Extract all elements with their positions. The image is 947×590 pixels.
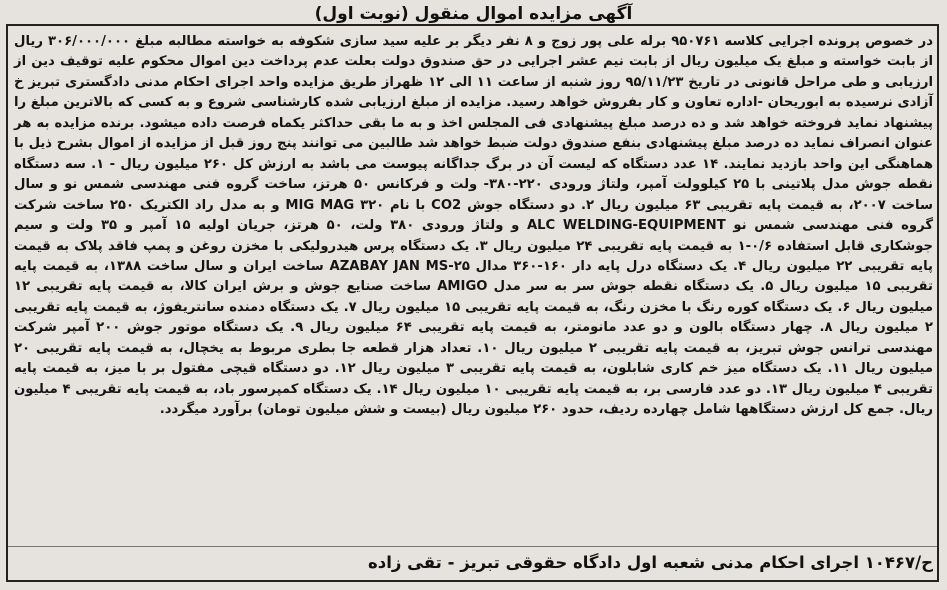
notice-title: آگهی مزایده اموال منقول (نوبت اول) [314, 4, 633, 24]
notice-body: در خصوص پرونده اجرایی کلاسه ۹۵۰۷۶۱ برله علی پور زوج و ۸ نفر دیگر بر علیه سید سازی شکوفه به خواسته مطالبه مبلغ ۳۰۶/۰۰۰/۰۰۰ ریال از بابت خواسته و مبلغ یک میلیون ریال از بابت نیم عشر اجرایی در حق صندوق دولت بعلت عدم پرداخت دین اموال محکوم علیه توقیف دین از ارزیابی و طی مراحل قانونی در تاریخ ۹۵/۱۱/۲۳ روز شنبه از ساعت ۱۱ الی ۱۲ ظهراز طریق مزایده واحد اجرای احکام مدنی دادگستری تبریز خ آزادی نرسیده به ابوریحان -اداره تعاون و کار بفروش خواهد رسید. مزایده از مبلغ ارزیابی شده کارشناسی شروع و به کسی که بالاترین مبلغ را پیشنهاد نماید فروخته خواهد شد و ده درصد مبلغ پیشنهادی فی المجلس اخذ و به ما بقی حداکثر یکماه فرصت داده میشود. برنده مزایده به هر عنوان انصراف نماید ده درصد مبلغ پیشنهادی بنفع صندوق دولت ضبط خواهد شد طالبین می توانند پنج روز قبل از مزایده از اموال بشرح ذیل با هماهنگی این واحد بازدید نمایند. ۱۴ عدد دستگاه که لیست آن در برگ جداگانه پیوست می باشد به ارزش کل ۲۶۰ میلیون ریال - ۱. سه دستگاه نقطه جوش مدل پلاتینی با ۲۵ کیلوولت آمپر، ولتاژ ورودی ۲۲۰-۳۸۰- ولت و فرکانس ۵۰ هرتز، ساخت گروه فنی مهندسی شمس نو و سال ساخت ۲۰۰۷، به قیمت پایه تقریبی ۶۳ میلیون ریال ۲. دو دستگاه جوش CO2 با نام ۳۲۰ MIG MAG و به مدل راد الکتریک ۲۵۰ ساخت شرکت گروه فنی مهندسی شمس نو ALC WELDING-EQUIPMENT و ولتاژ ورودی ۳۸۰ ولت، ۵۰ هرتز، جریان اولیه ۱۵ آمپر و ۳۵ ولت و سیم جوشکاری قابل استفاده ۰/۶-۱ به قیمت پایه تقریبی ۲۴ میلیون ریال ۳. یک دستگاه پرس هیدرولیکی با مخزن روغن و پمپ فاقد پلاک به قیمت پایه تقریبی ۲۲ میلیون ریال ۴. یک دستگاه درل پایه دار ۱۶۰-۳۶۰ مدال ۲۵-AZABAY JAN MS ساخت ایران و سال ساخت ۱۳۸۸، به قیمت پایه تقریبی ۱۵ میلیون ریال ۵. یک دستگاه نقطه جوش سر به سر مدل AMIGO ساخت صنایع جوش و برش ایران کالا، به قیمت پایه تقریبی ۱۲ میلیون ریال ۶. یک دستگاه کوره رنگ با مخزن رنگ، به قیمت پایه تقریبی ۱۵ میلیون ریال ۷. یک دستگاه دمنده سانتریفوژ، به قیمت پایه تقریبی ۲ میلیون ریال ۸. چهار دستگاه بالون و دو عدد مانومتر، به قیمت پایه تقریبی ۶۴ میلیون ریال ۹. یک دستگاه موتور جوش ۲۰۰ آمپر شرکت مهندسی ترانس جوش تبریز، به قیمت پایه تقریبی ۲ میلیون ریال ۱۰. تعداد هزار قطعه جا بطری مربوط به یخچال، به قیمت پایه تقریبی ۲۰ میلیون ریال ۱۱. یک دستگاه میز خم کاری شابلون، به قیمت پایه تقریبی ۳ میلیون ریال ۱۲. دو دستگاه قیچی مفتول بر با میز، به قیمت پایه تقریبی ۴ میلیون ریال ۱۳. دو عدد فارسی بر، به قیمت پایه تقریبی ۱۰ میلیون ریال ۱۴. یک دستگاه کمپرسور باد، به قیمت پایه تقریبی ۴ میلیون ریال. جمع کل ارزش دستگاهها شامل چهارده ردیف، حدود ۲۶۰ میلیون ریال (بیست و شش میلیون تومان) برآورد میگردد. [14, 34, 934, 418]
footer-divider [8, 546, 937, 547]
notice-footer: ح/۱۰۴۶۷ اجرای احکام مدنی شعبه اول دادگاه حقوقی تبریز - تقی زاده [368, 553, 933, 572]
